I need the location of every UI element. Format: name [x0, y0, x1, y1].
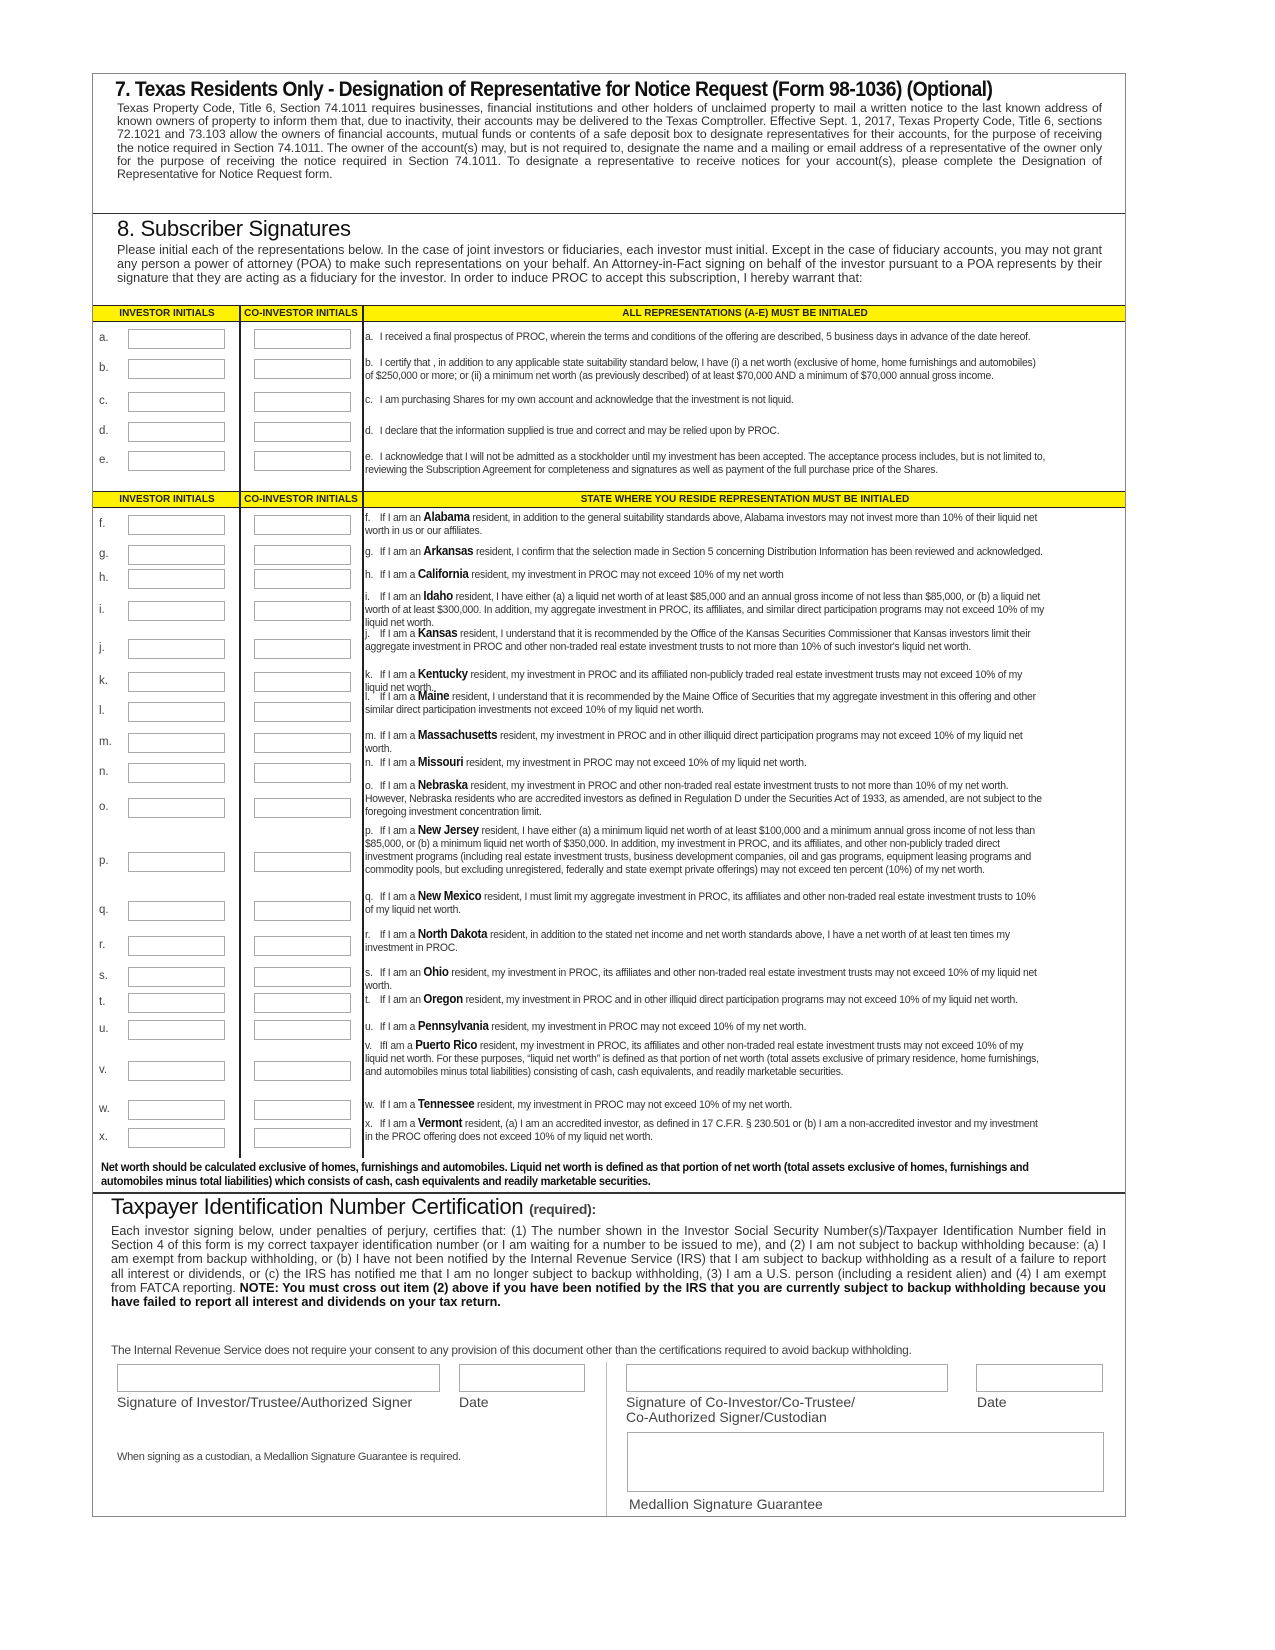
representation-letter: x.	[365, 1118, 373, 1130]
representation-body: resident, my investment in PROC may not exceed 10% of my net worth.	[488, 1021, 807, 1033]
representation-text	[365, 824, 1046, 877]
representation-letter: o.	[365, 780, 374, 792]
representation-letter: j.	[365, 628, 370, 640]
tin-note-bold: NOTE: You must cross out item (2) above if you have been notified by the IRS that you are currently subject to backup withholding because you have failed to report all interest and dividends on your tax return.	[111, 1280, 1107, 1310]
representation-body: resident, my investment in PROC, its affiliates and other non-traded real estate investment trusts may not exceed 10% of my liquid net worth.	[365, 967, 1037, 992]
representation-prefix: IfI am a	[379, 1040, 416, 1052]
representation-body: resident, I understand that it is recommended by the Maine Office of Securities that my aggregate investment in this offering and other similar direct participation investments not exceed 10% of my liquid net worth.	[365, 691, 1036, 716]
representation-prefix: If I am a	[379, 569, 418, 581]
representation-text	[365, 1117, 1046, 1144]
investor-initials-field[interactable]	[128, 422, 225, 442]
representation-prefix: If I am a	[379, 628, 418, 640]
coinvestor-initials-field[interactable]	[254, 359, 351, 379]
coinvestor-initials-field[interactable]	[254, 639, 351, 659]
investor-initials-field[interactable]	[128, 993, 225, 1013]
state-name: Oregon	[423, 992, 463, 1006]
row-letter: k.	[99, 675, 108, 687]
representation-text	[365, 331, 1046, 344]
representation-letter: v.	[365, 1040, 372, 1052]
representation-letter: r.	[365, 929, 371, 941]
representation-text	[365, 1020, 1046, 1034]
representation-text	[365, 756, 1046, 770]
tin-body	[111, 1224, 1106, 1309]
representation-body: I declare that the information supplied is true and correct and may be relied upon by PROC.	[379, 425, 780, 437]
row-letter: v.	[99, 1064, 108, 1076]
representation-body: resident, my investment in PROC may not exceed 10% of my net worth.	[474, 1099, 793, 1111]
representation-body: I am purchasing Shares for my own account and acknowledge that the investment is not liquid.	[379, 394, 794, 406]
coinvestor-initials-field[interactable]	[254, 936, 351, 956]
header-investor-initials: INVESTOR INITIALS	[119, 494, 215, 505]
coinvestor-initials-field[interactable]	[254, 672, 351, 692]
representation-letter: g.	[365, 546, 374, 558]
representation-letter: u.	[365, 1021, 374, 1033]
column-divider	[239, 305, 241, 1158]
header-state-reps: STATE WHERE YOU RESIDE REPRESENTATION MUST BE INITIALED	[580, 494, 910, 505]
representation-text	[365, 545, 1046, 559]
investor-initials-field[interactable]	[128, 601, 225, 621]
representation-letter: f.	[365, 512, 371, 524]
representation-prefix: If I am a	[379, 929, 418, 941]
representation-text	[365, 568, 1046, 582]
header-coinvestor-initials: CO-INVESTOR INITIALS	[244, 494, 358, 505]
state-name: Missouri	[417, 755, 464, 769]
investor-initials-field[interactable]	[128, 901, 225, 921]
investor-initials-field[interactable]	[128, 733, 225, 753]
state-name: Alabama	[423, 510, 470, 524]
representation-letter: q.	[365, 891, 374, 903]
row-letter: q.	[99, 904, 109, 916]
representation-body: resident, my investment in PROC and other non-traded real estate investment trusts to not more than 10% of my net worth. However, Nebraska residents who are accredited investors as defined in Regulation D under the Securities Act of 1933, as amended, are not subject to the foregoing investment concentration limit.	[365, 780, 1042, 818]
state-name: Kansas	[417, 626, 458, 640]
header-investor-initials: INVESTOR INITIALS	[119, 308, 215, 319]
row-letter: t.	[99, 996, 106, 1008]
representation-letter: p.	[365, 825, 374, 837]
representation-body: resident, my investment in PROC and its affiliated non-publicly traded real estate investment trusts may not exceed 10% of my liquid net worth.	[365, 669, 1023, 694]
coinvestor-signature-label-line1: Signature of Co-Investor/Co-Trustee/	[626, 1394, 856, 1410]
row-letter: c.	[99, 395, 108, 407]
representation-text	[365, 590, 1046, 630]
investor-initials-field[interactable]	[128, 359, 225, 379]
investor-initials-field[interactable]	[128, 702, 225, 722]
coinvestor-initials-field[interactable]	[254, 569, 351, 589]
representation-text	[365, 690, 1046, 717]
representation-letter: s.	[365, 967, 373, 979]
representation-prefix: If I am a	[379, 730, 418, 742]
coinvestor-signature-field[interactable]	[626, 1364, 948, 1392]
representation-prefix: If I am an	[379, 967, 424, 979]
representation-prefix: If I am an	[379, 512, 424, 524]
state-name: Nebraska	[417, 778, 468, 792]
coinvestor-initials-field[interactable]	[254, 545, 351, 565]
investor-initials-field[interactable]	[128, 936, 225, 956]
representation-body: resident, I must limit my aggregate investment in PROC, its affiliates and other non-traded real estate investment trusts to 10% of my liquid net worth.	[365, 891, 1036, 916]
investor-date-label: Date	[459, 1394, 489, 1410]
coinvestor-initials-field[interactable]	[254, 993, 351, 1013]
state-name: Vermont	[417, 1116, 463, 1130]
row-letter: a.	[99, 332, 109, 344]
column-divider	[362, 305, 364, 1158]
representation-text	[365, 993, 1046, 1007]
row-letter: m.	[99, 736, 112, 748]
state-name: New Jersey	[417, 823, 479, 837]
representation-body: resident, in addition to the general suitability standards above, Alabama investors may not invest more than 10% of their liquid net worth in us or our affiliates.	[365, 512, 1038, 537]
representation-prefix: If I am a	[379, 780, 418, 792]
representation-text	[365, 451, 1046, 477]
state-name: Pennsylvania	[417, 1019, 489, 1033]
row-letter: b.	[99, 362, 109, 374]
row-letter: g.	[99, 548, 109, 560]
representation-body: resident, my investment in PROC may not exceed 10% of my liquid net worth.	[463, 757, 807, 769]
coinvestor-initials-field[interactable]	[254, 763, 351, 783]
representation-prefix: If I am a	[379, 1099, 418, 1111]
investor-initials-field[interactable]	[128, 639, 225, 659]
representation-text	[365, 779, 1046, 819]
representation-prefix: If I am a	[379, 825, 418, 837]
investor-initials-field[interactable]	[128, 852, 225, 872]
row-letter: e.	[99, 454, 109, 466]
irs-consent-note: The Internal Revenue Service does not require your consent to any provision of this document other than the certifications required to avoid backup withholding.	[111, 1343, 912, 1357]
representation-body: resident, I confirm that the selection made in Section 5 concerning Distribution Information has been reviewed and acknowledged.	[473, 546, 1043, 558]
representation-letter: c.	[365, 394, 373, 406]
medallion-signature-field[interactable]	[627, 1432, 1104, 1492]
coinvestor-initials-field[interactable]	[254, 901, 351, 921]
representation-letter: k.	[365, 669, 373, 681]
investor-initials-field[interactable]	[128, 1100, 225, 1120]
investor-initials-field[interactable]	[128, 515, 225, 535]
section-7-title: 7. Texas Residents Only - Designation of Representative for Notice Request (Form 98-1036) (Optional)	[115, 78, 993, 101]
coinvestor-date-field[interactable]	[976, 1364, 1103, 1392]
representation-body: resident, my investment in PROC and in other illiquid direct participation programs may not exceed 10% of my liquid net worth.	[365, 730, 1023, 755]
form-page	[92, 73, 1126, 1517]
investor-initials-field[interactable]	[128, 569, 225, 589]
representation-letter: m.	[365, 730, 377, 742]
coinvestor-signature-label-line2: Co-Authorized Signer/Custodian	[626, 1409, 827, 1425]
representation-body: resident, I have either (a) a minimum liquid net worth of at least $100,000 and a minimum annual gross income of not less than $85,000, or (b) a minimum liquid net worth of $350,000. In addition, my investment in PROC, and its affiliates, and other non-publicly traded direct investment programs (including real estate investment trusts, business development companies, oil and gas programs, equipment leasing programs and commodity pools, but excluding unregistered, federally and state exempt private offerings) may not exceed ten percent (10%) of my net worth.	[365, 825, 1035, 876]
representation-text	[365, 966, 1046, 993]
investor-signature-label: Signature of Investor/Trustee/Authorized Signer	[117, 1394, 413, 1410]
representation-text	[365, 511, 1046, 538]
row-letter: h.	[99, 572, 109, 584]
representation-text	[365, 425, 1046, 438]
investor-signature-field[interactable]	[117, 1364, 440, 1392]
representation-letter: h.	[365, 569, 374, 581]
row-letter: r.	[99, 939, 106, 951]
row-letter: i.	[99, 604, 105, 616]
representation-letter: l.	[365, 691, 370, 703]
coinvestor-initials-field[interactable]	[254, 967, 351, 987]
representation-text	[365, 928, 1046, 955]
representation-text	[365, 1039, 1046, 1079]
state-name: Arkansas	[423, 544, 474, 558]
state-name: Kentucky	[417, 667, 468, 681]
representation-letter: w.	[365, 1099, 375, 1111]
representation-body: resident, my investment in PROC and in other illiquid direct participation programs may not exceed 10% of my liquid net worth.	[462, 994, 1018, 1006]
coinvestor-initials-field[interactable]	[254, 601, 351, 621]
representations-table	[93, 305, 1125, 1163]
coinvestor-initials-field[interactable]	[254, 451, 351, 471]
representation-body: resident, my investment in PROC, its affiliates and other non-traded real estate investment trusts may not exceed 10% of my liquid net worth. For these purposes, “liquid net worth” is defined as that portion of net worth (total assets exclusive of primary residence, home furnishings, and automobiles minus total liabilities) consisting of cash, cash equivalents, and readily marketable securities.	[365, 1040, 1039, 1078]
coinvestor-initials-field[interactable]	[254, 733, 351, 753]
section-7-body: Texas Property Code, Title 6, Section 74.1011 requires businesses, financial institutions and other holders of unclaimed property to mail a written notice to the last known address of known owners of property to inform them that, due to inactivity, their accounts may be delivered to the Texas Comptroller. Effective Sept. 1, 2017, Texas Property Code, Title 6, sections 72.1021 and 73.103 allow the owners of financial accounts, mutual funds or contents of a safe deposit box to designate representatives for their accounts, for the purpose of receiving the notice required in Section 74.1011. The owner of the account(s) may, but is not required to, designate the name and a mailing or email address of a representative of the owner only for the purpose of receiving the notice required in Section 74.1011. To designate a representative to receive notices for your account(s), please complete the Designation of Representative for Notice Request form.	[117, 101, 1102, 182]
representation-text	[365, 729, 1046, 756]
tin-required-label: (required):	[529, 1201, 596, 1217]
section-8-body: Please initial each of the representations below. In the case of joint investors or fiduciaries, each investor must initial. Except in the case of fiduciary accounts, you may not grant any person a power of attorney (POA) to make such representations on your behalf. An Attorney-in-Fact signing on behalf of the investor pursuant to a POA represents by their signature that they are acting as a fiduciary for the investor. In order to induce PROC to accept this subscription, I hereby warrant that:	[117, 243, 1102, 286]
state-name: Ohio	[423, 965, 449, 979]
tin-title	[111, 1194, 596, 1220]
coinvestor-initials-field[interactable]	[254, 798, 351, 818]
investor-initials-field[interactable]	[128, 967, 225, 987]
representation-prefix: If I am an	[379, 591, 424, 603]
representation-letter: d.	[365, 425, 374, 437]
coinvestor-initials-field[interactable]	[254, 515, 351, 535]
representation-prefix: If I am a	[379, 1118, 418, 1130]
representation-text	[365, 394, 1046, 407]
medallion-label: Medallion Signature Guarantee	[629, 1496, 823, 1512]
row-letter: o.	[99, 801, 109, 813]
investor-initials-field[interactable]	[128, 392, 225, 412]
investor-initials-field[interactable]	[128, 763, 225, 783]
coinvestor-initials-field[interactable]	[254, 1128, 351, 1148]
representation-text	[365, 357, 1046, 383]
representation-text	[365, 890, 1046, 917]
row-letter: s.	[99, 970, 108, 982]
state-name: Maine	[417, 689, 450, 703]
representation-body: resident, I understand that it is recommended by the Office of the Kansas Securities Commissioner that Kansas investors limit their aggregate investment in PROC and other non-traded real estate investment trusts to not more than 10% of such investor's liquid net worth.	[365, 628, 1031, 653]
coinvestor-initials-field[interactable]	[254, 329, 351, 349]
investor-initials-field[interactable]	[128, 329, 225, 349]
representation-prefix: If I am an	[379, 546, 424, 558]
representation-text	[365, 627, 1046, 654]
representation-body: resident, (a) I am an accredited investor, as defined in 17 C.F.R. § 230.501 or (b) I am a non-accredited investor and my investment in the PROC offering does not exceed 10% of my liquid net worth.	[365, 1118, 1038, 1143]
signature-divider	[606, 1362, 607, 1516]
row-letter: d.	[99, 425, 109, 437]
row-letter: w.	[99, 1103, 110, 1115]
coinvestor-initials-field[interactable]	[254, 422, 351, 442]
tin-body-text: Each investor signing below, under penalties of perjury, certifies that: (1) The number shown in the Investor Social Security Number(s)/Taxpayer Identification Number field in Section 4 of this form is my correct taxpayer identification number (or I am waiting for a number to be issued to me), and (2) I am not subject to backup withholding because: (a) I am exempt from backup withholding, or (b) I have not been notified by the Internal Revenue Service (IRS) that I am subject to backup withholding as a result of a failure to report all interest or dividends, or (c) the IRS has notified me that I am no longer subject to backup withholding, (3) I am a U.S. person (including a resident alien) and (4) I am exempt from FATCA reporting.	[111, 1224, 1106, 1295]
representation-letter: t.	[365, 994, 371, 1006]
representation-body: resident, my investment in PROC may not exceed 10% of my net worth	[468, 569, 784, 581]
coinvestor-date-label: Date	[977, 1394, 1007, 1410]
investor-initials-field[interactable]	[128, 1128, 225, 1148]
representation-prefix: If I am a	[379, 757, 418, 769]
representation-letter: i.	[365, 591, 370, 603]
investor-initials-field[interactable]	[128, 545, 225, 565]
tin-title-text: Taxpayer Identification Number Certification	[111, 1194, 524, 1219]
investor-initials-field[interactable]	[128, 1020, 225, 1040]
state-name: California	[417, 567, 469, 581]
coinvestor-initials-field[interactable]	[254, 1100, 351, 1120]
coinvestor-initials-field[interactable]	[254, 852, 351, 872]
representation-prefix: If I am an	[379, 994, 424, 1006]
row-letter: x.	[99, 1131, 108, 1143]
table-header-states	[93, 491, 1125, 508]
representation-letter: e.	[365, 451, 374, 463]
section-8-title: 8. Subscriber Signatures	[117, 216, 351, 241]
representation-letter: a.	[365, 331, 374, 343]
row-letter: f.	[99, 518, 106, 530]
row-letter: l.	[99, 705, 105, 717]
section-7-texas-residents	[93, 74, 1125, 214]
state-name: North Dakota	[417, 927, 488, 941]
investor-date-field[interactable]	[459, 1364, 585, 1392]
state-name: Puerto Rico	[415, 1038, 478, 1052]
state-name: Massachusetts	[417, 728, 498, 742]
coinvestor-initials-field[interactable]	[254, 392, 351, 412]
row-letter: n.	[99, 766, 109, 778]
header-coinvestor-initials: CO-INVESTOR INITIALS	[244, 308, 358, 319]
representation-body: I certify that , in addition to any applicable state suitability standard below, I have (i) a net worth (exclusive of home, home furnishings and automobiles) of $250,000 or more; or (ii) a minimum net worth (as previously described) of at least $70,000 AND a minimum of $70,000 annual gross income.	[365, 357, 1036, 382]
state-name: New Mexico	[417, 889, 482, 903]
header-general-reps: ALL REPRESENTATIONS (A-E) MUST BE INITIALED	[622, 308, 868, 319]
representation-prefix: If I am a	[379, 891, 418, 903]
representation-body: I acknowledge that I will not be admitted as a stockholder until my investment has been accepted. The acceptance process includes, but is not limited to, reviewing the Subscription Agreement for completeness and signatures as well as payment of the full purchase price of the Shares.	[365, 451, 1046, 476]
investor-initials-field[interactable]	[128, 672, 225, 692]
coinvestor-initials-field[interactable]	[254, 1061, 351, 1081]
representation-body: resident, I have either (a) a liquid net worth of at least $85,000 and an annual gross income of not less than $85,000, or (b) a liquid net worth of at least $300,000. In addition, my aggregate investment in PROC, its affiliates, and similar direct participation programs may not exceed 10% of my liquid net worth.	[365, 591, 1045, 629]
coinvestor-initials-field[interactable]	[254, 702, 351, 722]
representation-text	[365, 1098, 1046, 1112]
investor-initials-field[interactable]	[128, 1061, 225, 1081]
representation-letter: b.	[365, 357, 374, 369]
representation-prefix: If I am a	[379, 1021, 418, 1033]
investor-initials-field[interactable]	[128, 451, 225, 471]
row-letter: u.	[99, 1023, 109, 1035]
state-name: Tennessee	[417, 1097, 475, 1111]
representation-prefix: If I am a	[379, 691, 418, 703]
representation-letter: n.	[365, 757, 374, 769]
investor-initials-field[interactable]	[128, 798, 225, 818]
row-letter: p.	[99, 855, 109, 867]
representation-body: resident, in addition to the stated net income and net worth standards above, I have a net worth of at least ten times my investment in PROC.	[365, 929, 1010, 954]
state-name: Idaho	[423, 589, 453, 603]
custodian-note: When signing as a custodian, a Medallion Signature Guarantee is required.	[117, 1451, 461, 1463]
coinvestor-signature-label	[626, 1395, 855, 1425]
row-letter: j.	[99, 642, 105, 654]
coinvestor-initials-field[interactable]	[254, 1020, 351, 1040]
net-worth-note: Net worth should be calculated exclusive of homes, furnishings and automobiles. Liquid net worth is defined as that portion of net worth (total assets exclusive of homes, furnishings and automobiles minus total liabilities) which consists of cash, cash equivalents and readily marketable securities.	[101, 1160, 1029, 1188]
table-header-general	[93, 305, 1125, 322]
representation-prefix: If I am a	[379, 669, 418, 681]
representation-body: I received a final prospectus of PROC, wherein the terms and conditions of the offering are described, 5 business days in advance of the date hereof.	[379, 331, 1031, 343]
